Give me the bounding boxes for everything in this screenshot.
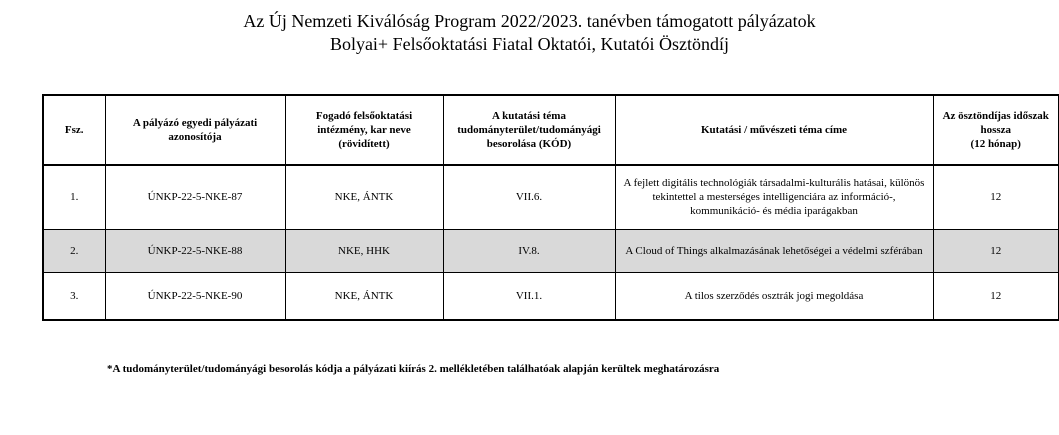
table-header-row xyxy=(43,95,1059,165)
table-row xyxy=(43,229,1059,272)
table-row xyxy=(43,272,1059,320)
cell-duration: 12 xyxy=(933,165,1059,229)
header-institution: Fogadó felsőoktatási intézmény, kar neve (rövidített) xyxy=(285,95,443,165)
cell-institution: NKE, ÁNTK xyxy=(285,165,443,229)
cell-topic-title: A tilos szerződés osztrák jogi megoldása xyxy=(615,272,933,320)
header-topic-title: Kutatási / művészeti téma címe xyxy=(615,95,933,165)
cell-applicant-id: ÚNKP-22-5-NKE-88 xyxy=(105,229,285,272)
header-applicant-id: A pályázó egyedi pályázati azonosítója xyxy=(105,95,285,165)
cell-topic-title: A Cloud of Things alkalmazásának lehetőségei a védelmi szférában xyxy=(615,229,933,272)
header-serial: Fsz. xyxy=(43,95,105,165)
header-duration: Az ösztöndíjas időszak hossza (12 hónap) xyxy=(933,95,1059,165)
cell-applicant-id: ÚNKP-22-5-NKE-90 xyxy=(105,272,285,320)
header-field-code: A kutatási téma tudományterület/tudományági besorolása (KÓD) xyxy=(443,95,615,165)
document-title xyxy=(0,10,1059,56)
title-line-1: Az Új Nemzeti Kiválóság Program 2022/2023. tanévben támogatott pályázatok xyxy=(243,11,816,31)
cell-field-code: VII.1. xyxy=(443,272,615,320)
cell-serial: 3. xyxy=(43,272,105,320)
cell-duration: 12 xyxy=(933,272,1059,320)
cell-applicant-id: ÚNKP-22-5-NKE-87 xyxy=(105,165,285,229)
grants-table xyxy=(42,94,1059,321)
cell-serial: 1. xyxy=(43,165,105,229)
footnote: *A tudományterület/tudományági besorolás kódja a pályázati kiírás 2. mellékletében találhatóak alapján kerültek meghatározásra xyxy=(107,363,720,375)
cell-topic-title: A fejlett digitális technológiák társadalmi-kulturális hatásai, különös tekintettel a mesterséges intelligenciára az információ-, kommunikáció- és média iparágakban xyxy=(615,165,933,229)
cell-institution: NKE, HHK xyxy=(285,229,443,272)
cell-serial: 2. xyxy=(43,229,105,272)
title-line-2: Bolyai+ Felsőoktatási Fiatal Oktatói, Kutatói Ösztöndíj xyxy=(329,34,730,54)
cell-field-code: IV.8. xyxy=(443,229,615,272)
table-row xyxy=(43,165,1059,229)
cell-duration: 12 xyxy=(933,229,1059,272)
cell-field-code: VII.6. xyxy=(443,165,615,229)
cell-institution: NKE, ÁNTK xyxy=(285,272,443,320)
